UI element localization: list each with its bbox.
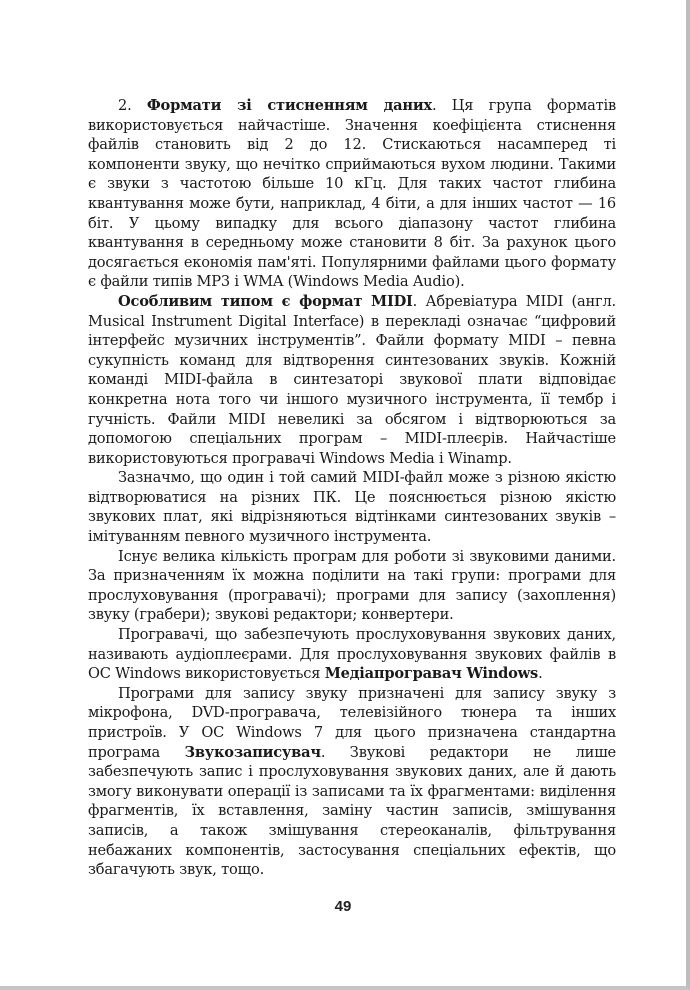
paragraph-recorders <box>88 684 616 880</box>
paragraph-text: Зазначмо, що один і той самий MIDI-файл може з різною якістю відтворюватися на різних ПК. Це пояснюється різною якістю звукових плат, які відрізняються відтінками синтезованих звуків – імітуванням певного музичного інструмента. <box>88 469 616 546</box>
paragraph-midi-quality <box>88 468 616 546</box>
paragraph-text: . Ця група форматів використовується найчастіше. Значення коефіцієнта стиснення файлів становить від 2 до 12. Стискаються насамперед ті компоненти звуку, що нечітко сприймаються вухом людини. Такими є звуки з частотою більше 10 кГц. Для таких частот глибина квантування може бути, наприклад, 4 біти, а для інших частот — 16 біт. У цьому випадку для всього діапазону частот глибина квантування в середньому може становити 8 біт. За рахунок цього досягається економія пам'яті. Популярними файлами цього формату є файли типів MP3 і WMA (Windows Media Audio). <box>88 97 616 291</box>
paragraph-players <box>88 625 616 684</box>
paragraph-program-groups <box>88 547 616 625</box>
paragraph-text: . <box>538 665 543 683</box>
paragraph-midi <box>88 292 616 468</box>
paragraph-text: Програвачі, що забезпечують прослуховування звукових даних, називають аудіоплеєрами. Для прослуховування звукових файлів в ОС Windows використовується <box>88 626 616 683</box>
term-midi: Особливим типом є формат MIDI <box>118 292 413 310</box>
term-media-player: Медіапрогравач Windows <box>324 665 539 683</box>
list-number: 2. <box>118 97 147 114</box>
paragraph-text: . Абревіатура MIDI (англ. Musical Instrument Digital Interface) в перекладі означає “цифровий інтерфейс музичних інструментів”. Файли формату MIDI – певна сукупність команд для відтворення синтезованих звуків. Кожній команді MIDI-файла в синтезаторі звукової плати відповідає конкретна нота того чи іншого музичного інструмента, її тембр і гучність. Файли MIDI невеликі за обсягом і відтворюються за допомогою спеціальних програм – MIDI-плеєрів. Найчастіше використовуються програвачі Windows Media і Winamp. <box>88 292 616 467</box>
body-text <box>88 96 616 880</box>
term-compressed-formats: Формати зі стисненням даних <box>146 97 432 114</box>
term-sound-recorder: Звукозаписувач <box>184 743 321 761</box>
paragraph-text: Програми для запису звуку призначені для запису звуку з мікрофона, DVD-програвача, телевізійного тюнера та інших пристроїв. У ОС Windows 7 для цього призначена стандартна програма <box>88 684 616 761</box>
paragraph-text: . Звукові редактори не лише забезпечують запис і прослуховування звукових даних, але й дають змогу виконувати операції із записами та їх фрагментами: виділення фрагментів, їх вставлення, заміну частин записів, змішування записів, а також змішування стереоканалів, фільтрування небажаних компонентів, застосування спеціальних ефектів, що збагачують звук, тощо. <box>88 743 616 879</box>
paragraph-text: Існує велика кількість програм для роботи зі звуковими даними. За призначенням їх можна поділити на такі групи: програми для прослуховування (програвачі); програми для запису (захоплення) звуку (грабери); звукові редактори; конвертери. <box>88 547 616 624</box>
page-number: 49 <box>334 898 352 915</box>
paragraph-compressed-formats <box>88 96 616 292</box>
